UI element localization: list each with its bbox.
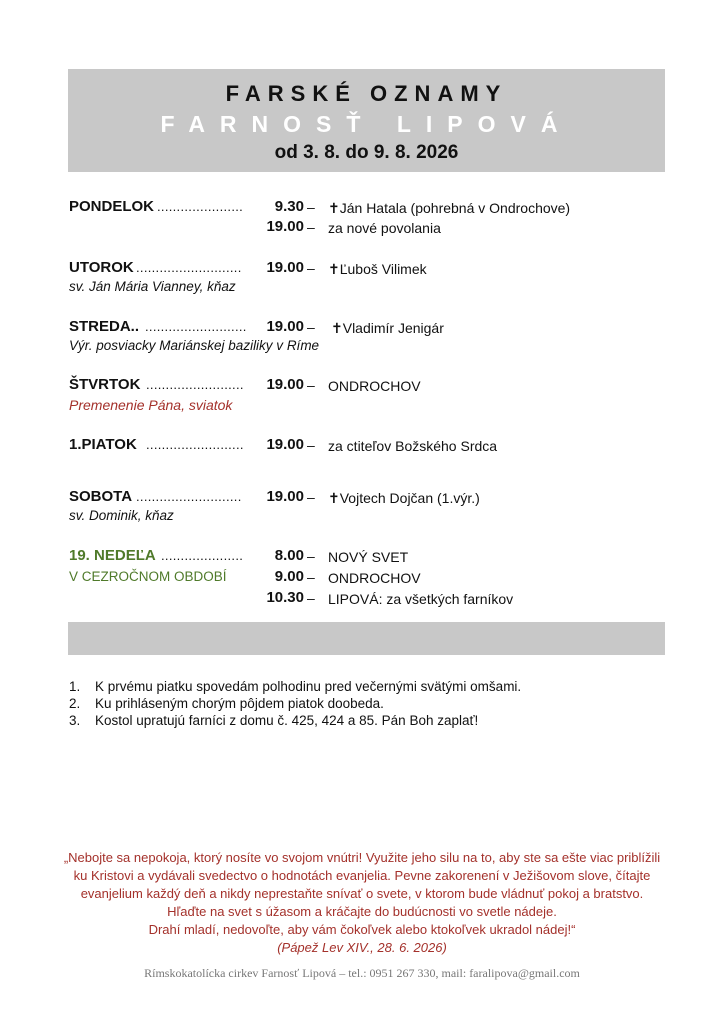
day-name: SOBOTA bbox=[69, 488, 133, 505]
quote-line: Drahí mladí, nedovoľte, aby vám čokoľvek alebo ktokoľvek ukradol nádej!“ bbox=[148, 922, 576, 937]
dot-leader: ........................... bbox=[136, 260, 242, 275]
day-name: 19. NEDEĽA bbox=[69, 547, 156, 564]
announcements-list bbox=[69, 678, 521, 729]
page-title: FARSKÉ OZNAMY bbox=[225, 81, 508, 106]
dot-leader: ........................... bbox=[136, 489, 242, 504]
dash: – bbox=[307, 260, 315, 276]
mass-time: 9.00 bbox=[274, 568, 304, 585]
dot-leader: ..................... bbox=[161, 548, 244, 563]
day-name: ŠTVRTOK bbox=[69, 376, 141, 393]
day-name: 1.PIATOK bbox=[69, 436, 137, 453]
item-number: 1. bbox=[69, 679, 81, 694]
item-number: 3. bbox=[69, 713, 81, 728]
mass-intention: ✝Vojtech Dojčan (1.výr.) bbox=[328, 490, 480, 506]
day-name: STREDA.. bbox=[69, 318, 140, 335]
mass-time: 19.00 bbox=[266, 436, 304, 453]
mass-intention: LIPOVÁ: za všetkých farníkov bbox=[328, 591, 514, 607]
mass-time: 19.00 bbox=[266, 259, 304, 276]
header-banner bbox=[68, 69, 665, 172]
item-text: Kostol upratujú farníci z domu č. 425, 424 a 85. Pán Boh zaplať! bbox=[95, 713, 479, 728]
mass-intention: ONDROCHOV bbox=[328, 378, 421, 394]
mass-intention: NOVÝ SVET bbox=[328, 549, 409, 565]
liturgical-period: V CEZROČNOM OBDOBÍ bbox=[69, 569, 227, 584]
day-name: UTOROK bbox=[69, 259, 134, 276]
parish-name: FARNOSŤ LIPOVÁ bbox=[160, 111, 573, 137]
dash: – bbox=[307, 199, 315, 215]
list-item bbox=[69, 678, 521, 695]
feast-note: sv. Dominik, kňaz bbox=[69, 508, 174, 523]
quote-line: ku Kristovi a vydávali svedectvo o hodnotách evanjelia. Pevne zakorenení v Ježišovom slove, čítajte bbox=[73, 868, 651, 883]
mass-time: 19.00 bbox=[266, 488, 304, 505]
list-item bbox=[69, 712, 521, 729]
dash: – bbox=[307, 590, 315, 606]
dash: – bbox=[307, 569, 315, 585]
item-text: Ku prihláseným chorým pôjdem piatok doobeda. bbox=[95, 696, 384, 711]
list-item bbox=[69, 695, 521, 712]
mass-time: 9.30 bbox=[274, 198, 304, 215]
footer-contact: Rímskokatolícka cirkev Farnosť Lipová – tel.: 0951 267 330, mail: faralipova@gmail.com bbox=[144, 966, 580, 980]
dot-leader: ......................... bbox=[146, 377, 244, 392]
feast-note: Výr. posviacky Mariánskej baziliky v Ríme bbox=[69, 338, 320, 353]
dot-leader: ......................... bbox=[146, 437, 244, 452]
quote-line: evanjelium každý deň a nikdy neprestaňte snívať o svete, v ktorom bude vládnuť pokoj a bratstvo. bbox=[80, 886, 644, 901]
mass-intention: ✝Ján Hatala (pohrebná v Ondrochove) bbox=[328, 200, 571, 216]
mass-intention: ✝Vladimír Jenigár bbox=[331, 320, 444, 336]
dot-leader: ...................... bbox=[157, 199, 244, 214]
mass-time: 8.00 bbox=[274, 547, 304, 564]
mass-time: 19.00 bbox=[266, 218, 304, 235]
day-name: PONDELOK bbox=[69, 198, 155, 215]
mass-intention: za nové povolania bbox=[328, 220, 441, 236]
dash: – bbox=[307, 319, 315, 335]
item-text: K prvému piatku spovedám polhodinu pred večernými svätými omšami. bbox=[95, 679, 522, 694]
mass-time: 10.30 bbox=[266, 589, 304, 606]
dot-leader: .......................... bbox=[145, 319, 247, 334]
feast-note: sv. Ján Mária Vianney, kňaz bbox=[69, 279, 236, 294]
item-number: 2. bbox=[69, 696, 81, 711]
mass-intention: ✝Ľuboš Vilimek bbox=[328, 261, 427, 277]
dash: – bbox=[307, 548, 315, 564]
dash: – bbox=[307, 489, 315, 505]
quote-line: „Nebojte sa nepokoja, ktorý nosíte vo svojom vnútri! Využite jeho silu na to, aby ste sa ešte viac priblížili bbox=[63, 850, 661, 865]
mass-time: 19.00 bbox=[266, 376, 304, 393]
mass-intention: ONDROCHOV bbox=[328, 570, 421, 586]
quote-signature: (Pápež Lev XIV., 28. 6. 2026) bbox=[277, 940, 447, 955]
dash: – bbox=[307, 437, 315, 453]
date-range: od 3. 8. do 9. 8. 2026 bbox=[274, 142, 459, 163]
dash: – bbox=[307, 219, 315, 235]
divider-bar bbox=[68, 622, 665, 655]
feast-note: Premenenie Pána, sviatok bbox=[69, 397, 233, 413]
mass-intention: za ctiteľov Božského Srdca bbox=[328, 438, 498, 454]
quote-line: Hľaďte na svet s úžasom a kráčajte do budúcnosti vo svetle nádeje. bbox=[167, 904, 557, 919]
pope-quote bbox=[40, 849, 684, 957]
mass-time: 19.00 bbox=[266, 318, 304, 335]
dash: – bbox=[307, 377, 315, 393]
